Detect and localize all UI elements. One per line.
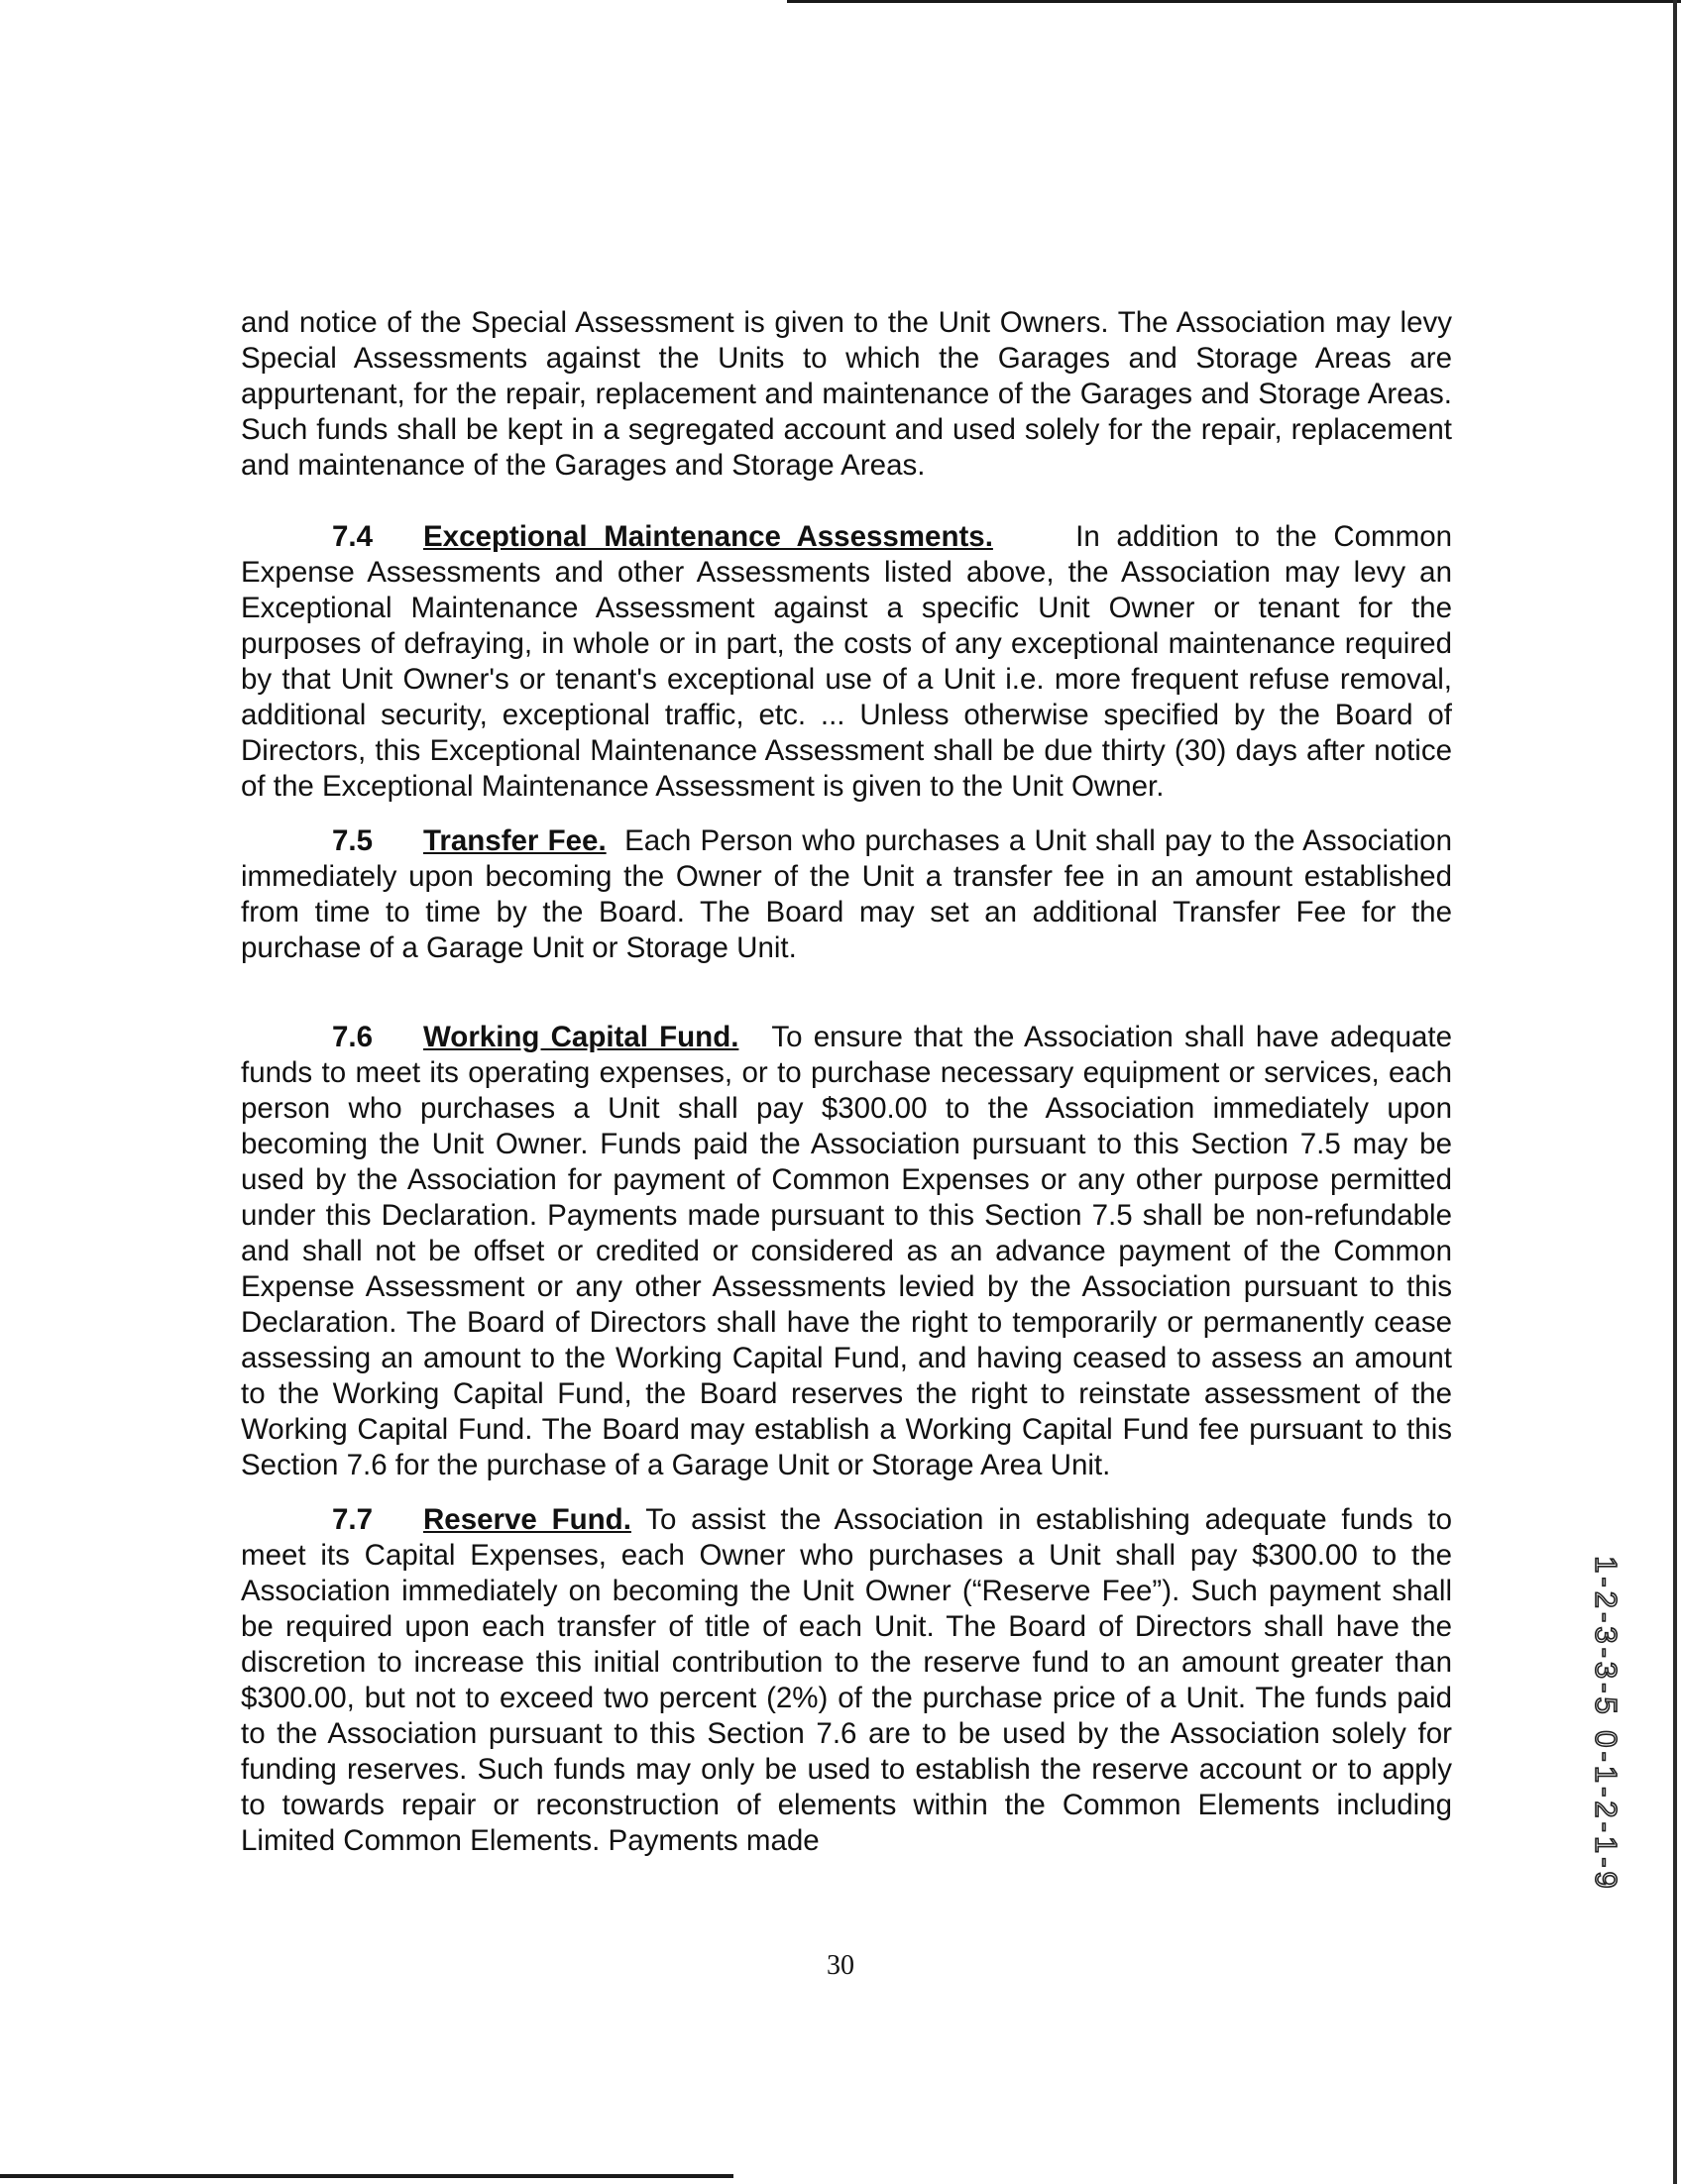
bottom-border-line [0, 2174, 733, 2178]
section-body: Each Person who purchases a Unit shall pay to the Association immediately upon becoming the Owner of the Unit a transfer fee in an amount established from time to time by the Board. The Board may set an additional Transfer Fee for the purchase of a Garage Unit or Storage Unit. [241, 824, 1452, 964]
section-body: To assist the Association in establishing adequate funds to meet its Capital Expenses, each Owner who purchases a Unit shall pay $300.00 to the Association immediately on becoming the Unit Owner (“Reserve Fee”). Such payment shall be required upon each transfer of title of each Unit. The Board of Directors shall have the discretion to increase this initial contribution to the reserve fund to an amount greater than $300.00, but not to exceed two percent (2%) of the purchase price of a Unit. The funds paid to the Association pursuant to this Section 7.6 are to be used by the Association solely for funding reserves. Such funds may only be used to establish the reserve account or to apply to towards repair or reconstruction of elements within the Common Elements including Limited Common Elements. Payments made [241, 1503, 1452, 1857]
section-7-5 [241, 823, 1452, 966]
right-edge-line [1673, 0, 1677, 2184]
margin-stamp [1586, 1556, 1625, 1893]
section-number: 7.4 [332, 520, 374, 553]
section-number: 7.5 [332, 824, 374, 857]
document-body [241, 305, 1452, 1859]
margin-stamp-text: 1-2-3-3-5 0-1-2-1-9 [1589, 1556, 1624, 1893]
section-heading: Working Capital Fund. [423, 1021, 739, 1053]
section-7-7 [241, 1502, 1452, 1859]
section-body: To ensure that the Association shall have adequate funds to meet its operating expenses, or to purchase necessary equipment or services, each person who purchases a Unit shall pay $300.00 to the Association immediately upon becoming the Unit Owner. Funds paid the Association pursuant to this Section 7.5 may be used by the Association for payment of Common Expenses or any other purpose permitted under this Declaration. Payments made pursuant to this Section 7.5 shall be non-refundable and shall not be offset or credited or considered as an advance payment of the Common Expense Assessment or any other Assessments levied by the Association pursuant to this Declaration. The Board of Directors shall have the right to temporarily or permanently cease assessing an amount to the Working Capital Fund, and having ceased to assess an amount to the Working Capital Fund, the Board reserves the right to reinstate assessment of the Working Capital Fund. The Board may establish a Working Capital Fund fee pursuant to this Section 7.6 for the purchase of a Garage Unit or Storage Area Unit. [241, 1021, 1452, 1481]
section-number: 7.6 [332, 1021, 374, 1053]
section-7-6 [241, 1020, 1452, 1483]
section-body: In addition to the Common Expense Assessments and other Assessments listed above, the Association may levy an Exceptional Maintenance Assessment against a specific Unit Owner or tenant for the purposes of defraying, in whole or in part, the costs of any exceptional maintenance required by that Unit Owner's or tenant's exceptional use of a Unit i.e. more frequent refuse removal, additional security, exceptional traffic, etc. ... Unless otherwise specified by the Board of Directors, this Exceptional Maintenance Assessment shall be due thirty (30) days after notice of the Exceptional Maintenance Assessment is given to the Unit Owner. [241, 520, 1453, 803]
paragraph-continuation: and notice of the Special Assessment is given to the Unit Owners. The Association may levy Special Assessments against the Units to which the Garages and Storage Areas are appurtenant, for the repair, replacement and maintenance of the Garages and Storage Areas. Such funds shall be kept in a segregated account and used solely for the repair, replacement and maintenance of the Garages and Storage Areas. [241, 306, 1452, 482]
section-number: 7.7 [332, 1503, 374, 1536]
section-heading: Exceptional Maintenance Assessments. [423, 520, 993, 553]
section-7-4 [241, 519, 1452, 805]
page-number: 30 [827, 1950, 854, 1981]
section-heading: Transfer Fee. [423, 824, 607, 857]
section-heading: Reserve Fund. [423, 1503, 631, 1536]
top-border-line [787, 0, 1681, 3]
